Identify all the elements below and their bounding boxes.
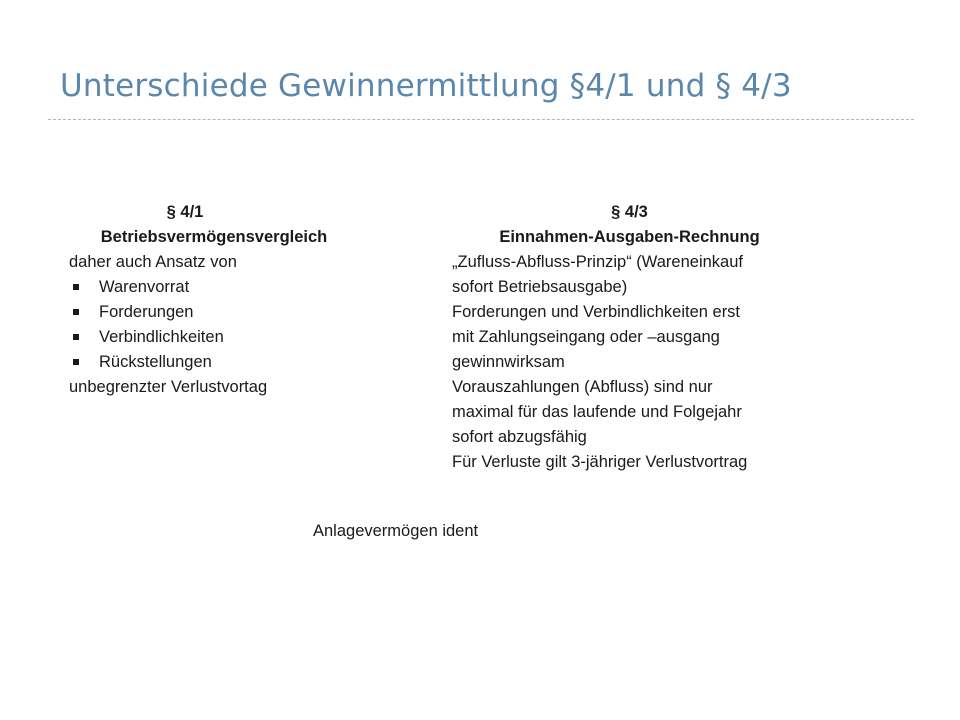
square-bullet-icon	[73, 359, 79, 365]
right-text-line: maximal für das laufende und Folgejahr	[452, 403, 742, 421]
left-column-4-1	[69, 200, 369, 400]
right-text-line: Forderungen und Verbindlichkeiten erst	[452, 303, 741, 321]
list-item	[69, 275, 369, 300]
right-heading-name: Einnahmen-Ausgaben-Rechnung	[499, 228, 760, 246]
title-divider	[48, 119, 914, 120]
list-item	[69, 350, 369, 375]
right-text-line: Vorauszahlungen (Abfluss) sind nur	[452, 378, 713, 396]
square-bullet-icon	[73, 284, 79, 290]
right-heading-paragraph: § 4/3	[611, 203, 648, 221]
right-text-line: mit Zahlungseingang oder –ausgang	[452, 328, 720, 346]
right-text-line: Für Verluste gilt 3-jähriger Verlustvortrag	[452, 453, 748, 471]
slide-title: Unterschiede Gewinnermittlung §4/1 und § 4/3	[60, 68, 792, 104]
list-item-label: Forderungen	[99, 303, 194, 321]
list-item	[69, 300, 369, 325]
right-column-4-3	[452, 200, 812, 475]
footer-note: Anlagevermögen ident	[313, 522, 479, 540]
right-text-line: gewinnwirksam	[452, 353, 565, 371]
square-bullet-icon	[73, 334, 79, 340]
left-heading-name: Betriebsvermögensvergleich	[100, 228, 328, 246]
right-text-line: „Zufluss-Abfluss-Prinzip“ (Wareneinkauf	[452, 253, 743, 271]
right-text-line: sofort abzugsfähig	[452, 428, 587, 446]
right-text-line: sofort Betriebsausgabe)	[452, 278, 628, 296]
left-bullet-list	[69, 275, 369, 375]
left-closing: unbegrenzter Verlustvortag	[69, 378, 268, 396]
list-item-label: Rückstellungen	[99, 353, 212, 371]
list-item-label: Warenvorrat	[99, 278, 190, 296]
list-item-label: Verbindlichkeiten	[99, 328, 224, 346]
list-item	[69, 325, 369, 350]
left-heading-paragraph: § 4/1	[166, 203, 204, 221]
left-intro: daher auch Ansatz von	[69, 253, 237, 271]
square-bullet-icon	[73, 309, 79, 315]
